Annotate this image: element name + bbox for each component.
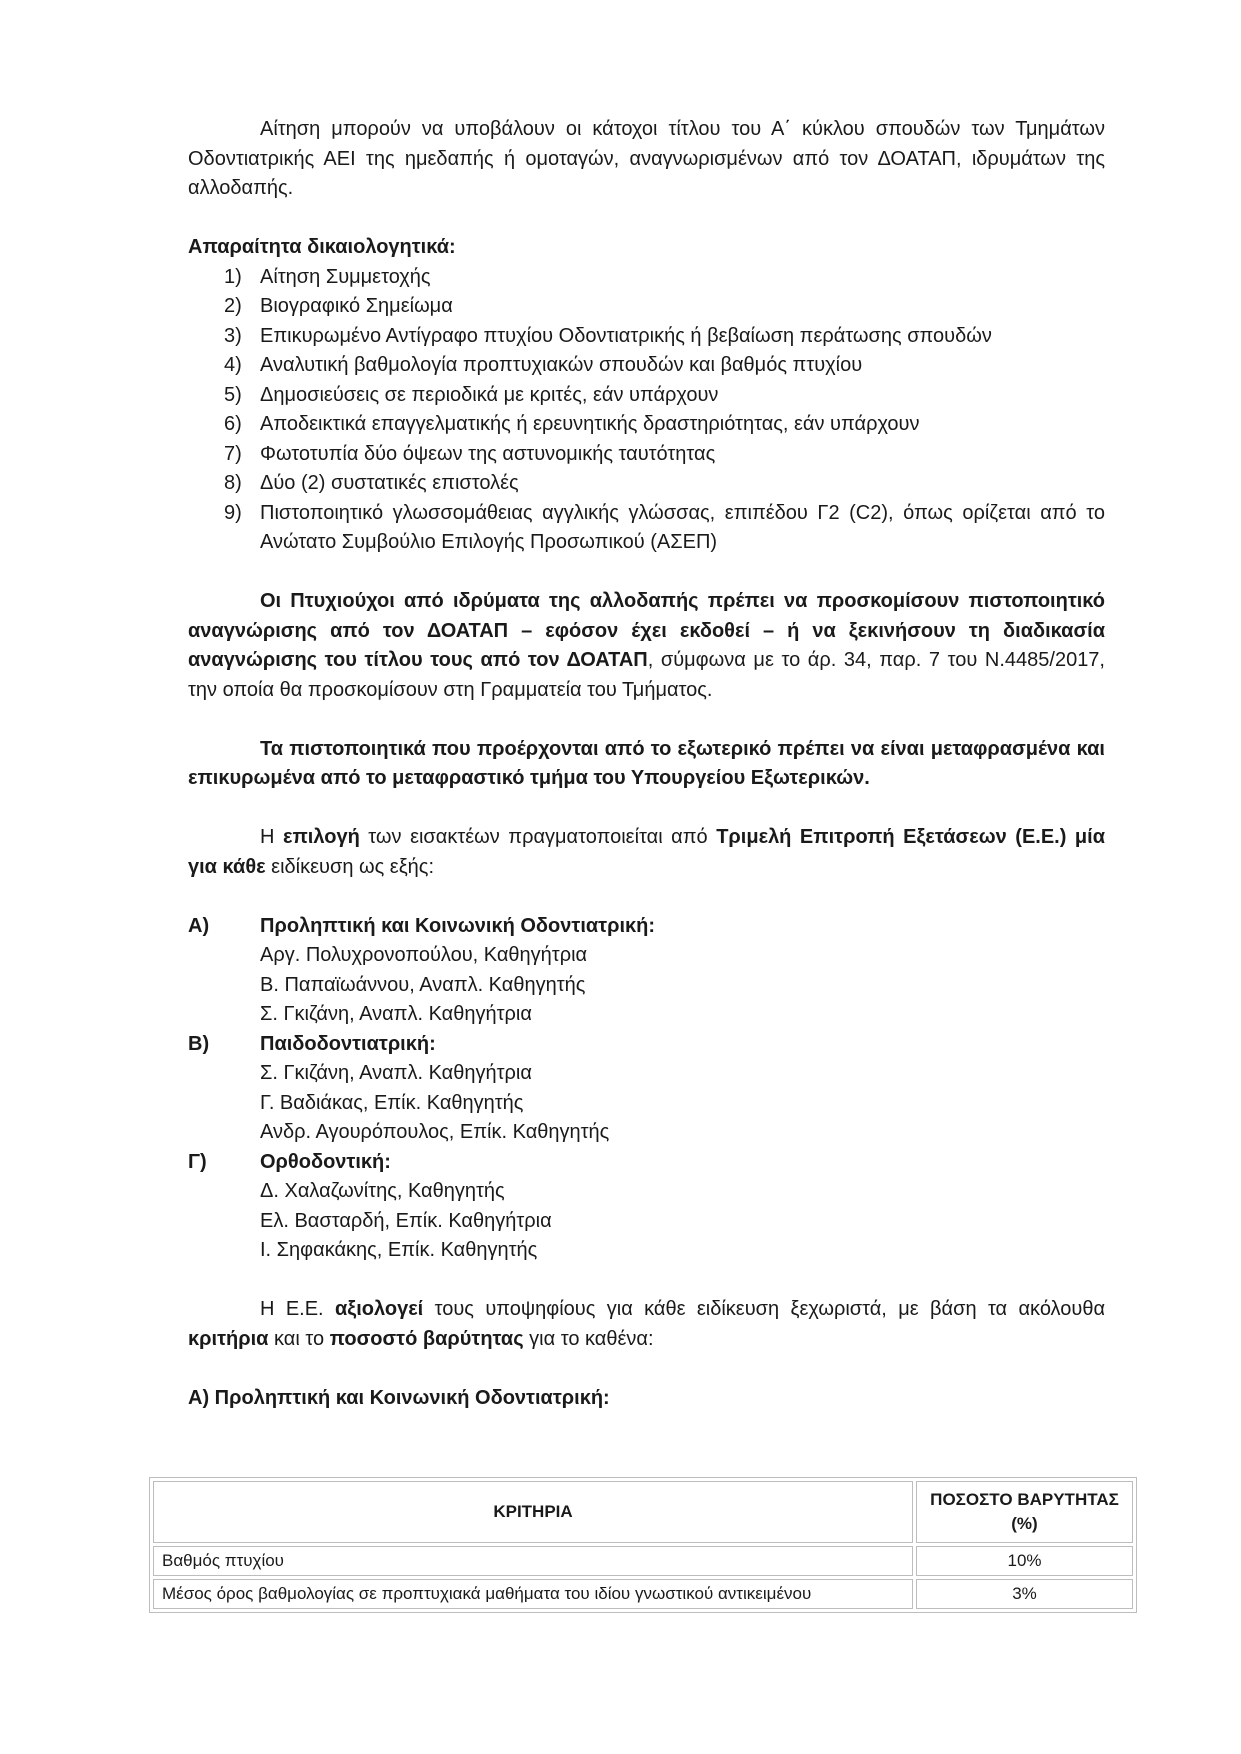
table-row <box>153 1546 1133 1576</box>
committee-member: Αργ. Πολυχρονοπούλου, Καθηγήτρια <box>260 944 588 966</box>
committee-a <box>188 912 1105 1030</box>
committee-member: Β. Παπαϊωάννου, Αναπλ. Καθηγητής <box>260 973 586 996</box>
committee-member: Δ. Χαλαζωνίτης, Καθηγητής <box>260 1180 505 1202</box>
list-item: 6) Αποδεικτικά επαγγελματικής ή ερευνητικής δραστηριότητας, εάν υπάρχουν <box>224 413 920 435</box>
committee-member: Γ. Βαδιάκας, Επίκ. Καθηγητής <box>260 1091 524 1114</box>
list-item: 5) Δημοσιεύσεις σε περιοδικά με κριτές, εάν υπάρχουν <box>224 383 719 406</box>
list-item: 2) Βιογραφικό Σημείωμα <box>224 295 453 317</box>
list-item: 1) Αίτηση Συμμετοχής <box>224 265 431 288</box>
section-a-heading: Α) Προληπτική και Κοινωνική Οδοντιατρική: <box>188 1386 610 1409</box>
evaluation-paragraph: Η Ε.Ε. αξιολογεί τους υποψηφίους για κάθε ειδίκευση ξεχωριστά, με βάση τα ακόλουθα κριτήρια και το ποσοστό βαρύτητας για το καθένα: <box>188 1298 1106 1350</box>
table-row <box>153 1579 1133 1609</box>
committee-title: Ορθοδοντική: <box>260 1150 391 1173</box>
selection-paragraph: Η επιλογή των εισακτέων πραγματοποιείται από Τριμελή Επιτροπή Εξετάσεων (Ε.Ε.) μία για κάθε ειδίκευση ως εξής: <box>188 826 1106 878</box>
criteria-column-header: ΚΡΙΤΗΡΙΑ <box>153 1481 913 1543</box>
committee-title: Παιδοδοντιατρική: <box>260 1032 436 1055</box>
committee-member: Σ. Γκιζάνη, Αναπλ. Καθηγήτρια <box>260 1003 532 1025</box>
list-item: 7) Φωτοτυπία δύο όψεων της αστυνομικής ταυτότητας <box>224 442 716 465</box>
committee-title: Προληπτική και Κοινωνική Οδοντιατρική: <box>260 914 656 937</box>
list-item: 3) Επικυρωμένο Αντίγραφο πτυχίου Οδοντιατρικής ή βεβαίωση περάτωσης σπουδών <box>224 324 992 347</box>
committee-member: Ανδρ. Αγουρόπουλος, Επίκ. Καθηγητής <box>260 1121 610 1143</box>
list-item: 4) Αναλυτική βαθμολογία προπτυχιακών σπουδών και βαθμός πτυχίου <box>224 354 863 376</box>
required-documents-heading: Απαραίτητα δικαιολογητικά: <box>188 236 456 258</box>
required-documents-list <box>188 263 1105 558</box>
criterion-cell: Βαθμός πτυχίου <box>153 1546 913 1576</box>
committee-b <box>188 1030 1105 1148</box>
weight-cell: 10% <box>916 1546 1133 1576</box>
document-body <box>188 115 1105 1413</box>
committee-letter: Γ) <box>188 1150 207 1173</box>
weight-column-header: ΠΟΣΟΣΤΟ ΒΑΡΥΤΗΤΑΣ (%) <box>916 1481 1133 1543</box>
committee-letter: Α) <box>188 914 210 937</box>
committee-c <box>188 1148 1105 1266</box>
committee-letter: Β) <box>188 1032 210 1055</box>
translations-paragraph: Τα πιστοποιητικά που προέρχονται από το εξωτερικό πρέπει να είναι μεταφρασμένα και επικυρωμένα από το μεταφραστικό τμήμα του Υπουργείου Εξωτερικών. <box>188 737 1105 789</box>
table-header-row <box>153 1481 1133 1543</box>
intro-paragraph: Αίτηση μπορούν να υποβάλουν οι κάτοχοι τίτλου του Α΄ κύκλου σπουδών των Τμημάτων Οδοντιατρικής ΑΕΙ της ημεδαπής ή ομοταγών, αναγνωρισμένων από τον ΔΟΑΤΑΠ, ιδρυμάτων της αλλοδαπής. <box>188 118 1105 199</box>
weight-cell: 3% <box>916 1579 1133 1609</box>
foreign-graduates-paragraph: Οι Πτυχιούχοι από ιδρύματα της αλλοδαπής πρέπει να προσκομίσουν πιστοποιητικό αναγνώρισης από τον ΔΟΑΤΑΠ – εφόσον έχει εκδοθεί – ή να ξεκινήσουν τη διαδικασία αναγνώρισης του τίτλου τους από τον ΔΟΑΤΑΠ, σύμφωνα με το άρ. 34, παρ. 7 του Ν.4485/2017, την οποία θα προσκομίσουν στη Γραμματεία του Τμήματος. <box>188 590 1105 701</box>
criterion-cell: Μέσος όρος βαθμολογίας σε προπτυχιακά μαθήματα του ιδίου γνωστικού αντικειμένου <box>153 1579 913 1609</box>
list-item: 8) Δύο (2) συστατικές επιστολές <box>224 472 519 494</box>
committees-list <box>188 912 1105 1266</box>
committee-member: Ι. Σηφακάκης, Επίκ. Καθηγητής <box>260 1239 538 1261</box>
committee-member: Ελ. Βασταρδή, Επίκ. Καθηγήτρια <box>260 1209 552 1232</box>
criteria-table <box>149 1477 1137 1613</box>
committee-member: Σ. Γκιζάνη, Αναπλ. Καθηγήτρια <box>260 1062 532 1084</box>
list-item: 9) Πιστοποιητικό γλωσσομάθειας αγγλικής γλώσσας, επιπέδου Γ2 (C2), όπως ορίζεται από το Ανώτατο Συμβούλιο Επιλογής Προσωπικού (ΑΣΕΠ) <box>224 501 1105 553</box>
